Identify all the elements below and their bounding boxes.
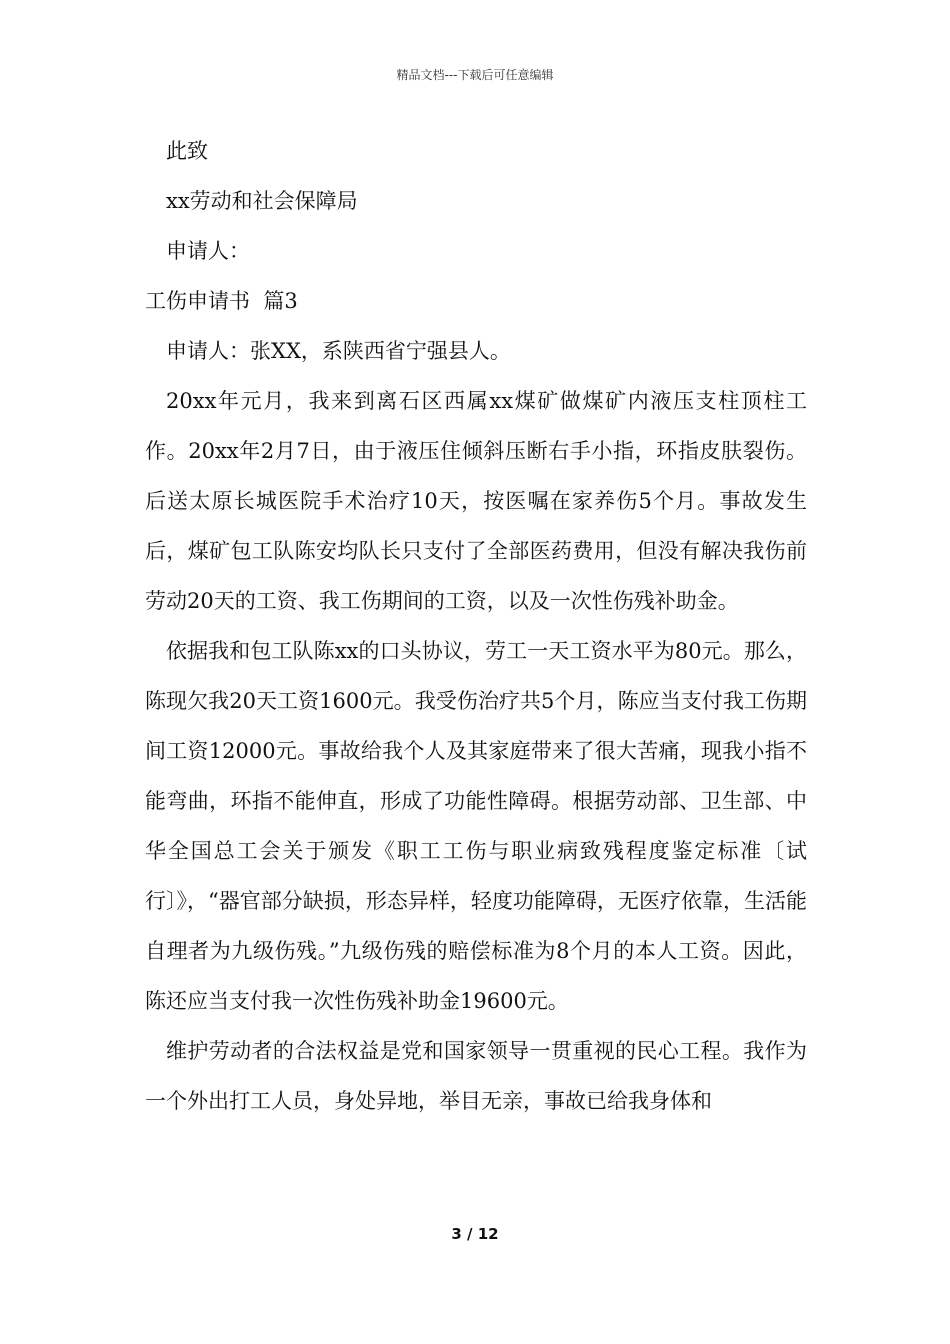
section-title: 工伤申请书 篇3 (145, 289, 298, 313)
paragraph-claim: 依据我和包工队陈xx的口头协议，劳工一天工资水平为80元。那么，陈现欠我20天工资1600元。我受伤治疗共5个月，陈应当支付我工伤期间工资12000元。事故给我个人及其家庭带来了很大苦痛，现我小指不能弯曲，环指不能伸直，形成了功能性障碍。根据劳动部、卫生部、中华全国总工会关于颁发《职工工伤与职业病致残程度鉴定标准〔试行〕》，“器官部分缺损，形态异样，轻度功能障碍，无医疗依靠，生活能自理者为九级伤残。”九级伤残的赔偿标准为8个月的本人工资。因此，陈还应当支付我一次性伤残补助金19600元。 (145, 639, 807, 1013)
page-header: 精品文档---下载后可任意编辑 (396, 68, 554, 82)
salutation: 此致 (166, 139, 208, 163)
document-body (145, 126, 807, 1126)
applicant-label: 申请人： (166, 239, 250, 263)
recipient: xx劳动和社会保障局 (166, 189, 358, 213)
paragraph-applicant: 申请人：张XX，系陕西省宁强县人。 (166, 339, 511, 363)
paragraph-rights: 维护劳动者的合法权益是党和国家领导一贯重视的民心工程。我作为一个外出打工人员，身处异地，举目无亲，事故已给我身体和 (145, 1039, 807, 1113)
page-number: 3 / 12 (451, 1225, 499, 1243)
paragraph-incident: 20xx年元月，我来到离石区西属xx煤矿做煤矿内液压支柱顶柱工作。20xx年2月7日，由于液压住倾斜压断右手小指，环指皮肤裂伤。后送太原长城医院手术治疗10天，按医嘱在家养伤5个月。事故发生后，煤矿包工队陈安均队长只支付了全部医药费用，但没有解决我伤前劳动20天的工资、我工伤期间的工资，以及一次性伤残补助金。 (145, 389, 807, 613)
